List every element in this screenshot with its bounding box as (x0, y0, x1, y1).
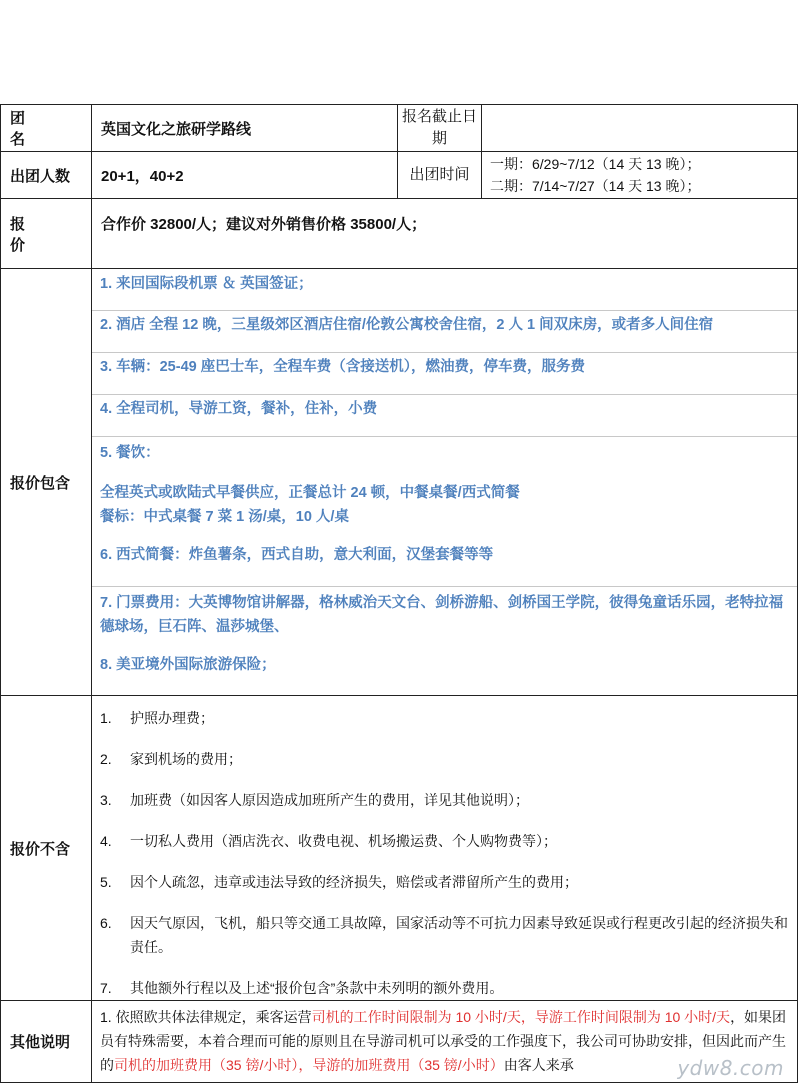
included-item-3: 3. 车辆：25-49 座巴士车，全程车费（含接送机），燃油费，停车费，服务费 (92, 353, 797, 395)
departure-periods (482, 152, 798, 199)
excluded-item (100, 747, 789, 771)
excluded-item-number: 2. (100, 751, 112, 767)
excluded-item (100, 706, 789, 730)
group-size-label: 出团人数 (1, 152, 92, 199)
row-group-name (1, 105, 798, 152)
work-hours-limit: 司机的工作时间限制为 10 小时/天，导游工作时间限制为 10 小时/天 (311, 1009, 731, 1025)
included-item-5-line1: 全程英式或欧陆式早餐供应，正餐总计 24 顿，中餐桌餐/西式简餐 (100, 485, 520, 501)
excluded-item (100, 870, 789, 894)
excluded-item-number: 7. (100, 980, 112, 996)
price-value: 合作价 32800/人；建议对外销售价格 35800/人； (92, 199, 798, 269)
price-label: 报 价 (10, 215, 73, 254)
excluded-item-text: 加班费（如因客人原因造成加班所产生的费用，详见其他说明）； (130, 792, 529, 808)
excluded-item-number: 4. (100, 833, 112, 849)
excluded-item-number: 6. (100, 915, 112, 931)
included-item-5-6 (92, 437, 797, 587)
included-item-4: 4. 全程司机，导游工资，餐补，住补，小费 (92, 395, 797, 437)
included-item-1: 1. 来回国际段机票 ＆ 英国签证； (92, 269, 797, 311)
included-label: 报价包含 (1, 269, 92, 696)
departure-time-label: 出团时间 (398, 152, 482, 199)
excluded-item-text: 其他额外行程以及上述“报价包含”条款中未列明的额外费用。 (130, 980, 504, 996)
excluded-item-text: 一切私人费用（酒店洗衣、收费电视、机场搬运费、个人购物费等）； (130, 833, 557, 849)
group-name-label: 团 名 (10, 110, 73, 148)
other-text-part: ，如果团员有特殊需要，本着合理而可能的原则且在导游司机可以承受的工作强度下，我公司可协助安排，但因此而产生的 (100, 1009, 787, 1073)
period-2: 二期：7/14~7/27（14 天 13 晚）； (490, 178, 701, 194)
included-item-5-line2: 餐标：中式桌餐 7 菜 1 汤/桌，10 人/桌 (100, 509, 349, 525)
excluded-item-text: 护照办理费； (130, 710, 214, 726)
row-price (1, 199, 798, 269)
included-item-7-8 (92, 587, 797, 695)
excluded-label: 报价不含 (1, 696, 92, 1001)
included-list (92, 269, 798, 696)
row-group-size (1, 152, 798, 199)
group-size-value: 20+1，40+2 (92, 152, 398, 199)
excluded-item (100, 976, 789, 1000)
other-text-part: 由客人来承 (503, 1057, 574, 1073)
excluded-item-number: 1. (100, 710, 112, 726)
period-1: 一期：6/29~7/12（14 天 13 晚）； (490, 156, 701, 172)
included-item-2: 2. 酒店 全程 12 晚，三星级郊区酒店住宿/伦敦公寓校舍住宿，2 人 1 间双床房，或者多人间住宿 (92, 311, 797, 353)
overtime-fees: 司机的加班费用（35 镑/小时），导游的加班费用（35 镑/小时） (114, 1057, 504, 1073)
group-name-value: 英国文化之旅研学路线 (92, 105, 398, 152)
other-text-part: 1. 依照欧共体法律规定，乘客运营 (100, 1009, 312, 1025)
excluded-item (100, 829, 789, 853)
included-item-6: 6. 西式简餐：炸鱼薯条，西式自助，意大利面，汉堡套餐等等 (100, 547, 494, 563)
excluded-item-number: 5. (100, 874, 112, 890)
watermark: ydw8.com (677, 1056, 784, 1080)
excluded-item-number: 3. (100, 792, 112, 808)
excluded-item-text: 因个人疏忽，违章或违法导致的经济损失，赔偿或者滞留所产生的费用； (130, 874, 578, 890)
excluded-item (100, 911, 789, 959)
included-item-8: 8. 美亚境外国际旅游保险； (100, 657, 276, 673)
excluded-item-text: 因天气原因，飞机，船只等交通工具故障，国家活动等不可抗力因素导致延误或行程更改引起的经济损失和责任。 (130, 915, 788, 955)
itinerary-table (0, 104, 798, 1083)
excluded-list (92, 696, 798, 1001)
row-included (1, 269, 798, 696)
excluded-item (100, 788, 789, 812)
excluded-item-text: 家到机场的费用； (130, 751, 242, 767)
row-excluded (1, 696, 798, 1001)
other-label: 其他说明 (1, 1001, 92, 1083)
deadline-value (482, 105, 798, 152)
included-item-5-title: 5. 餐饮： (100, 445, 160, 461)
included-item-7: 7. 门票费用：大英博物馆讲解器，格林威治天文台、剑桥游船、剑桥国王学院，彼得兔童话乐园，老特拉福德球场，巨石阵、温莎城堡、 (100, 595, 784, 635)
deadline-label: 报名截止日期 (398, 105, 482, 152)
